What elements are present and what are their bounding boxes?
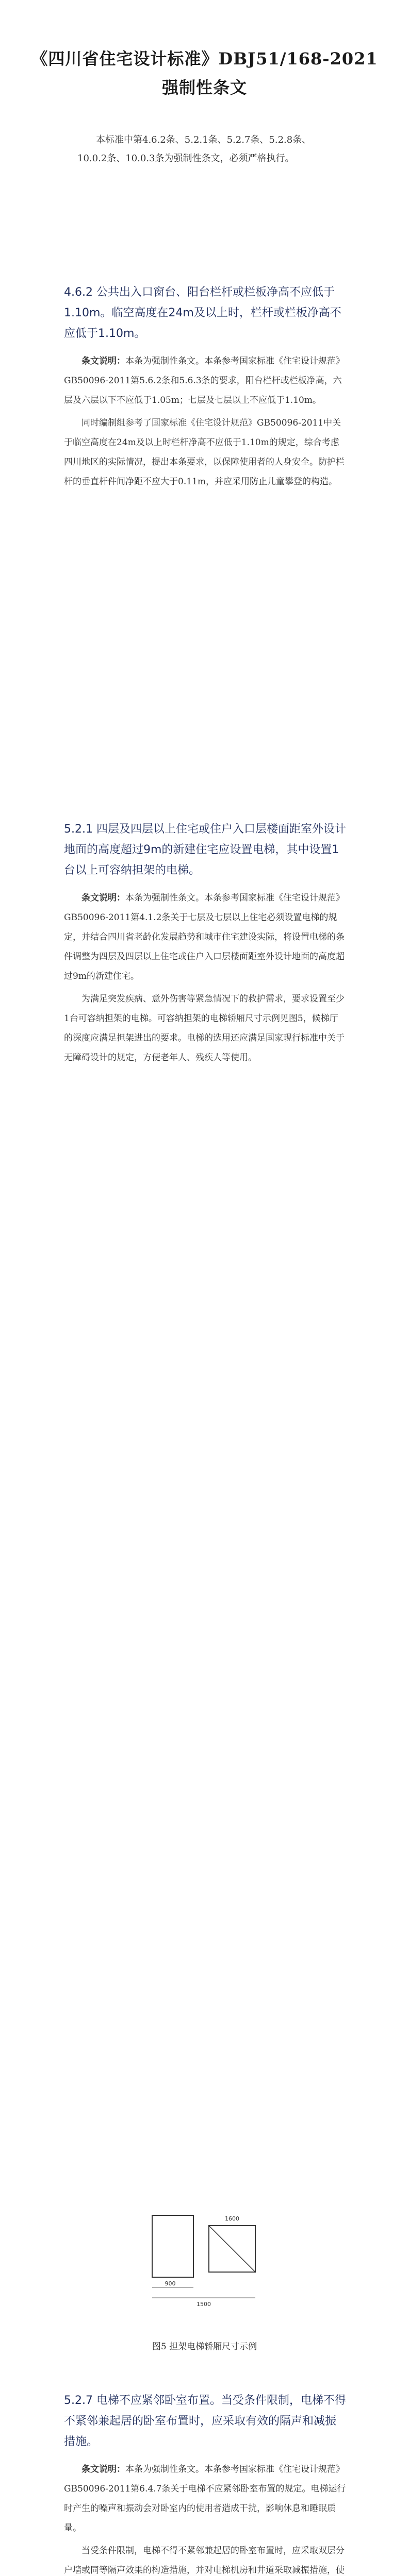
section-5-2-7: [64, 2391, 347, 2576]
body-text: 本条为强制性条文。本条参考国家标准《住宅设计规范》GB50096-2011第4.1.2条关于七层及七层以上住宅必须设置电梯的规定，并结合四川省老龄化发展趋势和城市住宅建设实际，将设置电梯的条件调整为四层及四层以上住宅或住户入口层楼面距室外设计地面的高度超过9m的新建住宅。: [64, 893, 345, 981]
dim-label-side: 1600: [225, 2215, 239, 2222]
body-text: 本条为强制性条文。本条参考国家标准《住宅设计规范》GB50096-2011第6.4.7条关于电梯不应紧邻卧室布置的规定。电梯运行时产生的噪声和振动会对卧室内的使用者造成干扰，影响休息和睡眠质量。: [64, 2464, 346, 2533]
body-text: 本条为强制性条文。本条参考国家标准《住宅设计规范》GB50096-2011第5.6.2条和5.6.3条的要求，阳台栏杆或栏板净高，六层及六层以下不应低于1.05m；七层及七层以上不应低于1.10m。: [64, 356, 345, 405]
section-4-6-2: [64, 282, 347, 495]
body-extra: 为满足突发疾病、意外伤害等紧急情况下的救护需求，要求设置至少1台可容纳担架的电梯。可容纳担架的电梯轿厢尺寸示例见图5，候梯厅的深度应满足担架进出的要求。电梯的选用还应满足国家现行标准中关于无障碍设计的规定，方便老年人、残疾人等使用。: [64, 994, 345, 1063]
dim-label-inner: 900: [165, 2280, 176, 2287]
section-title: 5.2.7 电梯不应紧邻卧室布置。当受条件限制，电梯不得不紧邻兼起居的卧室布置时，应采取有效的隔声和减振措施。: [64, 2394, 346, 2448]
title-line-2: 强制性条文: [161, 78, 247, 97]
intro-paragraph: 本标准中第4.6.2条、5.2.1条、5.2.7条、5.2.8条、10.0.2条、10.0.3条为强制性条文，必须严格执行。: [77, 134, 312, 164]
section-body: [64, 2460, 347, 2576]
title-line-1: 《四川省住宅设计标准》DBJ51/168-2021: [31, 49, 378, 69]
document-title: [0, 44, 409, 102]
figure-caption: 图5 担架电梯轿厢尺寸示例: [152, 2342, 257, 2352]
section-5-2-1: [64, 819, 347, 1071]
cabin-diagonal: [209, 2226, 255, 2272]
body-extra: 当受条件限制，电梯不得不紧邻兼起居的卧室布置时，应采取双层分户墙或同等隔声效果的构造措施，并对电梯机房和井道采取减振措施，使: [64, 2546, 345, 2575]
body-label: 条文说明：: [81, 893, 125, 903]
section-body: [64, 351, 347, 492]
body-label: 条文说明：: [81, 356, 125, 366]
section-body: [64, 888, 347, 1067]
body-label: 条文说明：: [81, 2464, 125, 2475]
elevator-plan-diagram: [147, 2210, 260, 2334]
section-title: 4.6.2 公共出入口窗台、阳台栏杆或栏板净高不应低于1.10m。临空高度在24m及以上时，栏杆或栏板净高不应低于1.10m。: [64, 286, 341, 340]
section-title: 5.2.1 四层及四层以上住宅或住户入口层楼面距室外设计地面的高度超过9m的新建住宅应设置电梯，其中设置1台以上可容纳担架的电梯。: [64, 823, 346, 877]
cabin-outline-left: [152, 2215, 193, 2277]
dim-label-outer: 1500: [197, 2301, 211, 2308]
body-extra: 同时编制组参考了国家标准《住宅设计规范》GB50096-2011中关于临空高度在24m及以上时栏杆净高不应低于1.10m的规定，综合考虑四川地区的实际情况，提出本条要求，以保障使用者的人身安全。防护栏杆的垂直杆件间净距不应大于0.11m，并应采用防止儿童攀登的构造。: [64, 418, 345, 487]
